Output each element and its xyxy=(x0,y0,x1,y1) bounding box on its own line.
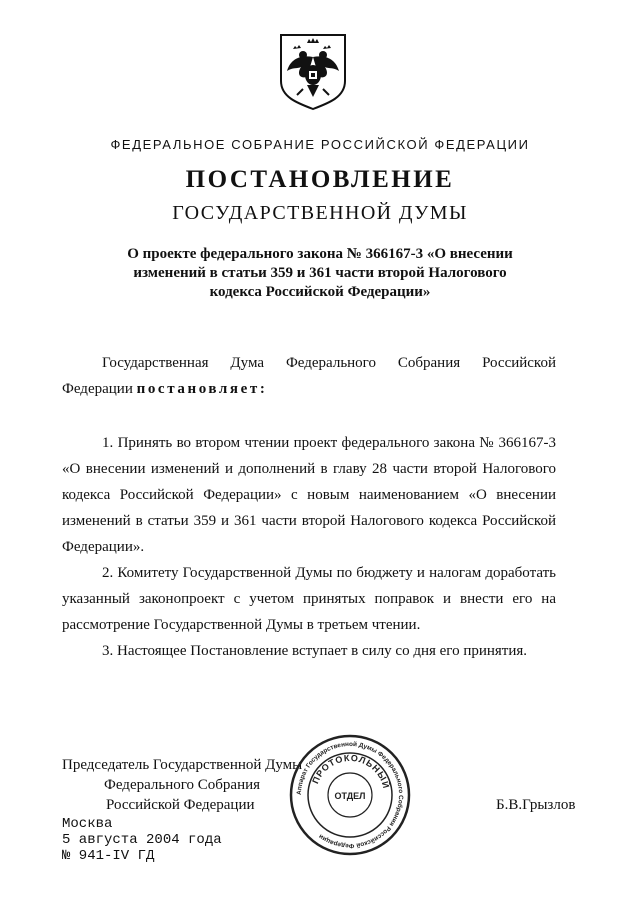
decision-word: постановляет: xyxy=(136,381,268,397)
document-subject xyxy=(0,245,640,302)
preamble xyxy=(62,350,556,402)
round-seal-stamp-icon xyxy=(288,733,412,857)
signatory-name: Б.В.Грызлов xyxy=(496,797,576,813)
organization-title: ФЕДЕРАЛЬНОЕ СОБРАНИЕ РОССИЙСКОЙ ФЕДЕРАЦИИ xyxy=(110,137,530,152)
preamble-text: Государственная Дума Федерального Собрания Российской Федерации xyxy=(62,355,556,397)
resolution-item: 2. Комитету Государственной Думы по бюджету и налогам доработать указанный законопроект с учетом принятых поправок и внести его на рассмотрение Государственной Думы в третьем чтении. xyxy=(62,565,556,633)
resolution-items xyxy=(62,430,556,664)
document-footer xyxy=(62,816,222,864)
russian-coat-of-arms-icon xyxy=(277,31,349,111)
resolution-item: 3. Настоящее Постановление вступает в силу со дня его принятия. xyxy=(102,643,528,659)
date: 5 августа 2004 года xyxy=(62,832,222,848)
stamp-outer-text: Аппарат Государственной Думы Федерального Собрания Российской Федерации xyxy=(295,740,405,850)
position-line: Федерального Собрания xyxy=(104,777,261,793)
position-line: Председатель Государственной Думы xyxy=(62,757,303,773)
subject-line: кодекса Российской Федерации» xyxy=(209,284,431,300)
signatory-position xyxy=(62,755,302,815)
position-line: Российской Федерации xyxy=(106,797,255,813)
document-number: № 941-IV ГД xyxy=(62,848,155,864)
resolution-item: 1. Принять во втором чтении проект федерального закона № 366167-3 «О внесении изменений и дополнений в главу 28 части второй Налогового кодекса Российской Федерации» с новым наименованием «О внесении изменений в статьи 359 и 361 части второй Налогового кодекса Российской Федерации». xyxy=(62,435,556,555)
stamp-middle-text: ПРОТОКОЛЬНЫЙ xyxy=(310,752,392,791)
subject-line: изменений в статьи 359 и 361 части второй Налогового xyxy=(133,265,507,281)
subject-line: О проекте федерального закона № 366167-3 «О внесении xyxy=(127,246,513,262)
place: Москва xyxy=(62,816,113,832)
document-type: ПОСТАНОВЛЕНИЕ xyxy=(185,166,455,193)
stamp-center-text: ОТДЕЛ xyxy=(334,791,366,801)
document-issuer: ГОСУДАРСТВЕННОЙ ДУМЫ xyxy=(172,202,468,224)
